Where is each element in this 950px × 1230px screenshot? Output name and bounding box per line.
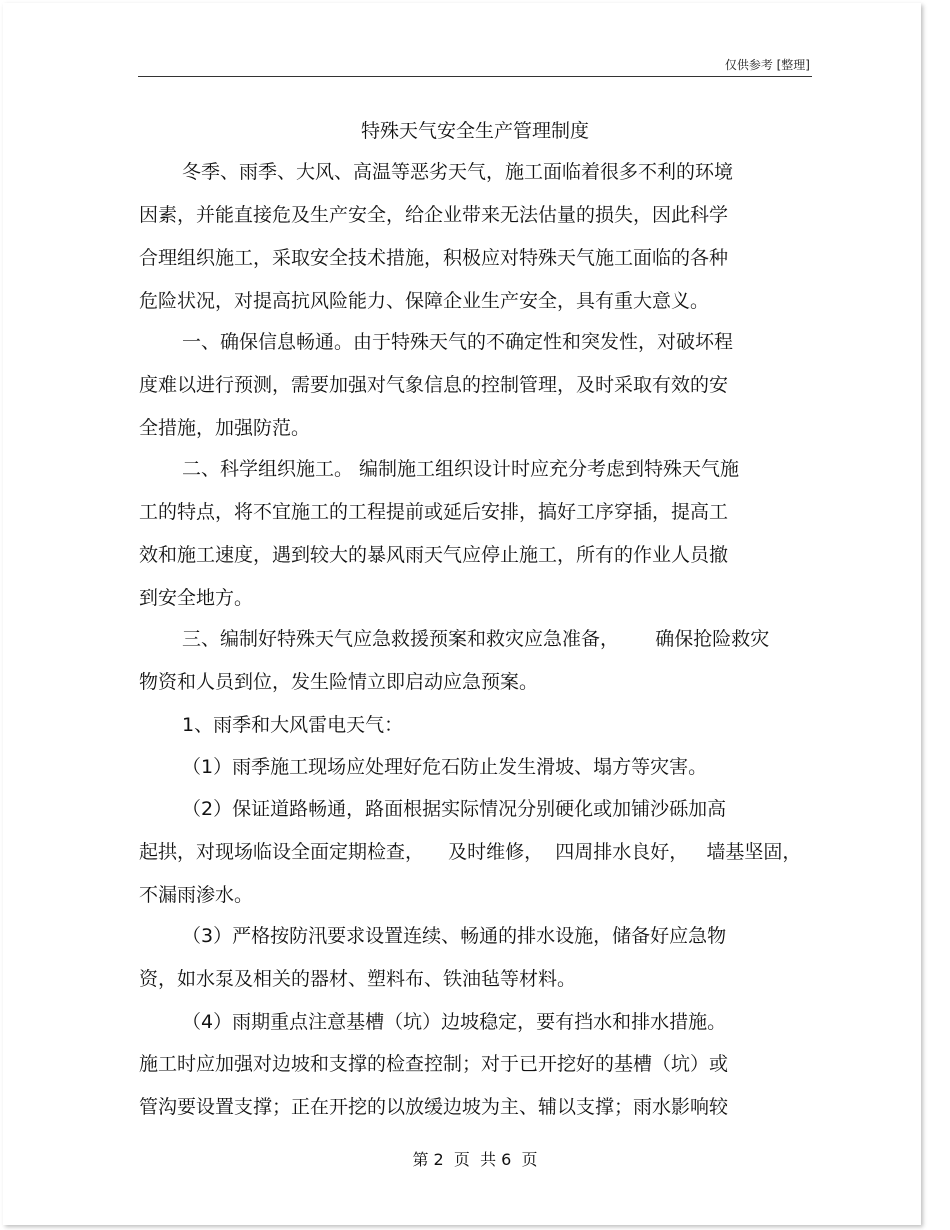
body-line: 全措施，加强防范。 — [139, 417, 311, 439]
body-line: 一、确保信息畅通。由于特殊天气的不确定性和突发性，对破坏程 — [182, 331, 734, 353]
body-line: 三、编制好特殊天气应急救援预案和救灾应急准备， 确保抢险救灾 — [182, 628, 770, 650]
body-line: 1、雨季和大风雷电天气： — [182, 714, 404, 736]
body-line: 危险状况，对提高抗风险能力、保障企业生产安全，具有重大意义。 — [139, 290, 710, 312]
body-line: 合理组织施工，采取安全技术措施，积极应对特殊天气施工面临的各种 — [139, 247, 729, 269]
body-line: 资，如水泵及相关的器材、塑料布、铁油毡等材料。 — [139, 968, 577, 990]
body-line: （4）雨期重点注意基槽（坑）边坡稳定，要有挡水和排水措施。 — [182, 1011, 727, 1033]
body-line: 管沟要设置支撑；正在开挖的以放缓边坡为主、辅以支撑；雨水影响较 — [139, 1096, 729, 1118]
document-title: 特殊天气安全生产管理制度 — [360, 120, 589, 142]
page-number: 第 2 页 共 6 页 — [412, 1150, 538, 1169]
body-line: 施工时应加强对边坡和支撑的检查控制；对于已开挖好的基槽（坑）或 — [139, 1053, 729, 1075]
body-line: 起拱，对现场临设全面定期检查， 及时维修， 四周排水良好， 墙基坚固， — [139, 841, 802, 863]
body-line: 物资和人员到位，发生险情立即启动应急预案。 — [139, 671, 539, 693]
body-line: （2）保证道路畅通，路面根据实际情况分别硬化或加铺沙砾加高 — [182, 798, 727, 820]
header-divider — [138, 76, 812, 77]
body-line: （1）雨季施工现场应处理好危石防止发生滑坡、塌方等灾害。 — [182, 756, 708, 778]
body-line: 因素，并能直接危及生产安全，给企业带来无法估量的损失，因此科学 — [139, 204, 729, 226]
page-sheet — [3, 3, 921, 1225]
body-line: 效和施工速度，遇到较大的暴风雨天气应停止施工，所有的作业人员撤 — [139, 544, 729, 566]
body-line: 二、科学组织施工。 编制施工组织设计时应充分考虑到特殊天气施 — [182, 458, 740, 480]
body-line: （3）严格按防汛要求设置连续、畅通的排水设施，储备好应急物 — [182, 925, 727, 947]
body-line: 度难以进行预测，需要加强对气象信息的控制管理，及时采取有效的安 — [139, 374, 729, 396]
body-line: 不漏雨渗水。 — [139, 884, 254, 906]
header-note: 仅供参考 [整理] — [724, 58, 810, 72]
body-line: 到安全地方。 — [139, 587, 254, 609]
body-line: 工的特点，将不宜施工的工程提前或延后安排，搞好工序穿插，提高工 — [139, 501, 729, 523]
body-line: 冬季、雨季、大风、高温等恶劣天气，施工面临着很多不利的环境 — [182, 161, 734, 183]
